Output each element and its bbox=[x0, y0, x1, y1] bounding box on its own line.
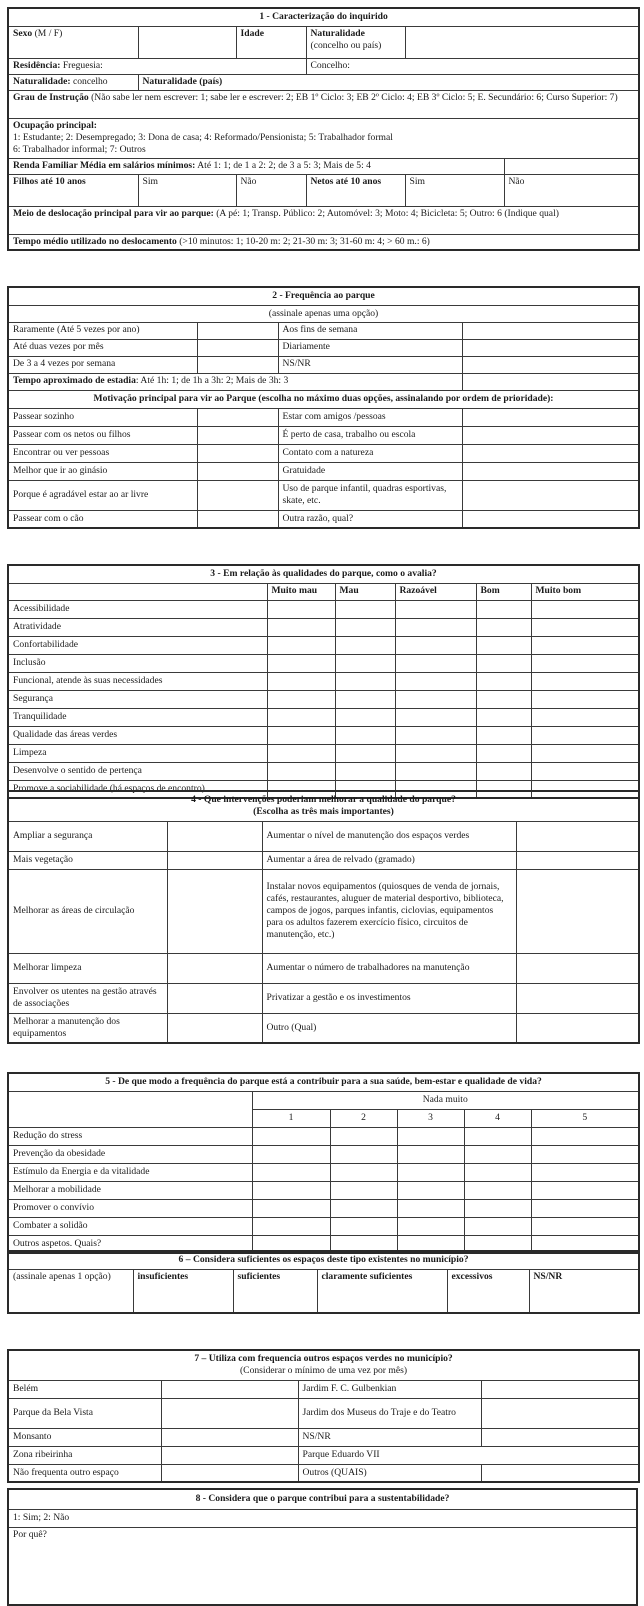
scale-col-header: 2 bbox=[330, 1109, 397, 1127]
intervention-label: Outro (Qual) bbox=[262, 1013, 516, 1043]
scale-cell[interactable] bbox=[330, 1163, 397, 1181]
intervention-label: Melhorar a manutenção dos equipamentos bbox=[8, 1013, 167, 1043]
rating-col-header: Muito bom bbox=[531, 583, 639, 600]
scale-cell[interactable] bbox=[252, 1163, 330, 1181]
scale-cell[interactable] bbox=[397, 1163, 464, 1181]
filhos-sim-option[interactable]: Sim bbox=[138, 174, 236, 206]
rating-cell[interactable] bbox=[267, 636, 335, 654]
scale-cell[interactable] bbox=[531, 1145, 639, 1163]
section-8-title: 8 - Considera que o parque contribui para a sustentabilidade? bbox=[8, 1489, 637, 1509]
rating-cell[interactable] bbox=[335, 636, 395, 654]
scale-col-header: 4 bbox=[464, 1109, 531, 1127]
section-5-table bbox=[7, 1072, 640, 1254]
quality-row-label: Inclusão bbox=[8, 654, 267, 672]
residencia-concelho-field[interactable]: Concelho: bbox=[306, 58, 639, 74]
quality-row-label: Atratividade bbox=[8, 618, 267, 636]
rating-cell[interactable] bbox=[335, 600, 395, 618]
motivacao-checkbox[interactable] bbox=[462, 510, 639, 528]
freq-label: Raramente (Até 5 vezes por ano) bbox=[8, 322, 197, 339]
section-3-table bbox=[7, 564, 640, 799]
freq-label: NS/NR bbox=[278, 356, 462, 373]
motivacao-label: Uso de parque infantil, quadras esportivas, skate, etc. bbox=[278, 480, 462, 510]
park-checkbox[interactable] bbox=[161, 1398, 298, 1428]
scale-cell[interactable] bbox=[252, 1217, 330, 1235]
ocupacao-field[interactable]: Ocupação principal: 1: Estudante; 2: Desempregado; 3: Dona de casa; 4: Reformado/Pensionista; 5: Trabalhador formal 6: Trabalhador informal; 7: Outros bbox=[8, 118, 639, 158]
rating-cell[interactable] bbox=[335, 726, 395, 744]
park-label: NS/NR bbox=[298, 1428, 481, 1446]
renda-field[interactable] bbox=[504, 158, 639, 174]
intervention-checkbox[interactable] bbox=[516, 953, 639, 983]
naturalidade-concelho-field[interactable]: Naturalidade: concelho bbox=[8, 74, 138, 90]
rating-cell[interactable] bbox=[267, 708, 335, 726]
rating-cell[interactable] bbox=[395, 726, 476, 744]
freq-checkbox[interactable] bbox=[462, 356, 639, 373]
park-label: Parque da Bela Vista bbox=[8, 1398, 161, 1428]
scale-col-header: 5 bbox=[531, 1109, 639, 1127]
freq-checkbox[interactable] bbox=[197, 356, 278, 373]
scale-cell[interactable] bbox=[397, 1199, 464, 1217]
motivacao-checkbox[interactable] bbox=[462, 480, 639, 510]
park-label: Jardim dos Museus do Traje e do Teatro bbox=[298, 1398, 481, 1428]
park-label: Monsanto bbox=[8, 1428, 161, 1446]
health-row-label: Outros aspetos. Quais? bbox=[8, 1235, 252, 1253]
park-label: Belém bbox=[8, 1380, 161, 1398]
rating-cell[interactable] bbox=[476, 600, 531, 618]
intervention-label: Instalar novos equipamentos (quiosques de venda de jornais, cafés, restaurantes, aluguer de material desportivo, biblioteca, campos de jogos, parques infantis, ciclovias, equipamentos para os adultos fazerem exercício físico, circuitos de manutenção, etc.) bbox=[262, 869, 516, 953]
motivacao-checkbox[interactable] bbox=[197, 480, 278, 510]
sustainability-answer-field[interactable]: 1: Sim; 2: Não bbox=[8, 1509, 637, 1527]
motivacao-label: Melhor que ir ao ginásio bbox=[8, 462, 197, 480]
rating-cell[interactable] bbox=[395, 636, 476, 654]
scale-col-header: 3 bbox=[397, 1109, 464, 1127]
section-6-table bbox=[7, 1250, 640, 1314]
motivacao-checkbox[interactable] bbox=[197, 510, 278, 528]
freq-checkbox[interactable] bbox=[197, 339, 278, 356]
rating-cell[interactable] bbox=[476, 726, 531, 744]
scale-header-empty bbox=[8, 1091, 252, 1127]
motivacao-checkbox[interactable] bbox=[462, 426, 639, 444]
park-other-field[interactable] bbox=[481, 1464, 639, 1482]
rating-cell[interactable] bbox=[531, 618, 639, 636]
scale-cell[interactable] bbox=[464, 1145, 531, 1163]
rating-cell[interactable] bbox=[476, 654, 531, 672]
idade-label: Idade bbox=[236, 26, 306, 58]
rating-col-header: Razoável bbox=[395, 583, 476, 600]
intervention-checkbox[interactable] bbox=[167, 1013, 262, 1043]
scale-label: Nada muito bbox=[252, 1091, 639, 1109]
scale-cell[interactable] bbox=[464, 1127, 531, 1145]
scale-cell[interactable] bbox=[252, 1199, 330, 1217]
scale-cell[interactable] bbox=[330, 1181, 397, 1199]
motivacao-label: Passear com os netos ou filhos bbox=[8, 426, 197, 444]
renda-label: Renda Familiar Média em salários mínimos: Até 1: 1; de 1 a 2: 2; de 3 a 5: 3; Mais de 5: 4 bbox=[8, 158, 504, 174]
section-4-title: 4 - Que intervenções poderiam melhorar a qualidade do parque? (Escolha as três mais importantes) bbox=[8, 791, 639, 821]
intervention-label: Aumentar o número de trabalhadores na manutenção bbox=[262, 953, 516, 983]
park-label: Parque Eduardo VII bbox=[298, 1446, 639, 1464]
rating-cell[interactable] bbox=[335, 762, 395, 780]
motivacao-checkbox[interactable] bbox=[197, 444, 278, 462]
freq-checkbox[interactable] bbox=[462, 322, 639, 339]
park-label: Não frequenta outro espaço bbox=[8, 1464, 161, 1482]
scale-cell[interactable] bbox=[330, 1199, 397, 1217]
rating-cell[interactable] bbox=[267, 762, 335, 780]
freq-checkbox[interactable] bbox=[462, 339, 639, 356]
section-5-title: 5 - De que modo a frequência do parque está a contribuir para a sua saúde, bem-estar e qualidade de vida? bbox=[8, 1073, 639, 1091]
freq-label: Aos fins de semana bbox=[278, 322, 462, 339]
rating-cell[interactable] bbox=[335, 744, 395, 762]
scale-cell[interactable] bbox=[531, 1127, 639, 1145]
quality-row-label: Tranquilidade bbox=[8, 708, 267, 726]
quality-row-label: Limpeza bbox=[8, 744, 267, 762]
rating-cell[interactable] bbox=[395, 618, 476, 636]
scale-cell[interactable] bbox=[252, 1127, 330, 1145]
intervention-label: Ampliar a segurança bbox=[8, 821, 167, 851]
netos-nao-option[interactable]: Não bbox=[504, 174, 639, 206]
quality-row-label: Qualidade das áreas verdes bbox=[8, 726, 267, 744]
scale-cell[interactable] bbox=[464, 1199, 531, 1217]
motivacao-checkbox[interactable] bbox=[197, 426, 278, 444]
option-ns-nr[interactable]: NS/NR bbox=[529, 1269, 639, 1313]
rating-cell[interactable] bbox=[531, 654, 639, 672]
scale-cell[interactable] bbox=[397, 1145, 464, 1163]
section-2-subtitle: (assinale apenas uma opção) bbox=[8, 305, 639, 322]
rating-cell[interactable] bbox=[395, 654, 476, 672]
health-row-label: Redução do stress bbox=[8, 1127, 252, 1145]
section-2-table bbox=[7, 286, 640, 529]
intervention-checkbox[interactable] bbox=[516, 1013, 639, 1043]
park-label: Jardim F. C. Gulbenkian bbox=[298, 1380, 481, 1398]
filhos-label: Filhos até 10 anos bbox=[8, 174, 138, 206]
rating-cell[interactable] bbox=[476, 618, 531, 636]
netos-sim-option[interactable]: Sim bbox=[405, 174, 504, 206]
quality-row-label: Confortabilidade bbox=[8, 636, 267, 654]
intervention-label: Privatizar a gestão e os investimentos bbox=[262, 983, 516, 1013]
scale-cell[interactable] bbox=[252, 1181, 330, 1199]
sexo-field[interactable] bbox=[138, 26, 236, 58]
intervention-checkbox[interactable] bbox=[516, 983, 639, 1013]
rating-cell[interactable] bbox=[476, 762, 531, 780]
motivacao-title: Motivação principal para vir ao Parque (escolha no máximo duas opções, assinalando por ordem de prioridade): bbox=[8, 390, 639, 408]
residencia-freguesia-field[interactable]: Residência: Freguesia: bbox=[8, 58, 306, 74]
rating-cell[interactable] bbox=[531, 690, 639, 708]
intervention-label: Aumentar a área de relvado (gramado) bbox=[262, 851, 516, 869]
rating-cell[interactable] bbox=[267, 654, 335, 672]
rating-cell[interactable] bbox=[267, 744, 335, 762]
instruction-label: (assinale apenas 1 opção) bbox=[8, 1269, 133, 1313]
scale-cell[interactable] bbox=[397, 1181, 464, 1199]
motivacao-checkbox[interactable] bbox=[197, 408, 278, 426]
rating-cell[interactable] bbox=[267, 690, 335, 708]
filhos-nao-option[interactable]: Não bbox=[236, 174, 306, 206]
intervention-label: Aumentar o nível de manutenção dos espaços verdes bbox=[262, 821, 516, 851]
freq-checkbox[interactable] bbox=[197, 322, 278, 339]
health-row-label: Prevenção da obesidade bbox=[8, 1145, 252, 1163]
rating-cell[interactable] bbox=[476, 744, 531, 762]
scale-cell[interactable] bbox=[330, 1127, 397, 1145]
scale-cell[interactable] bbox=[397, 1127, 464, 1145]
estadia-label: Tempo aproximado de estadia: Até 1h: 1; de 1h a 3h: 2; Mais de 3h: 3 bbox=[8, 373, 462, 390]
intervention-checkbox[interactable] bbox=[167, 851, 262, 869]
option-suficientes[interactable]: suficientes bbox=[233, 1269, 317, 1313]
rating-cell[interactable] bbox=[335, 654, 395, 672]
park-checkbox[interactable] bbox=[481, 1428, 639, 1446]
rating-cell[interactable] bbox=[531, 726, 639, 744]
scale-cell[interactable] bbox=[330, 1145, 397, 1163]
freq-label: De 3 a 4 vezes por semana bbox=[8, 356, 197, 373]
rating-cell[interactable] bbox=[395, 708, 476, 726]
naturalidade-pais-field[interactable]: Naturalidade (país) bbox=[138, 74, 639, 90]
rating-cell[interactable] bbox=[531, 636, 639, 654]
rating-cell[interactable] bbox=[531, 600, 639, 618]
intervention-checkbox[interactable] bbox=[516, 869, 639, 953]
park-label: Zona ribeirinha bbox=[8, 1446, 161, 1464]
rating-header-empty bbox=[8, 583, 267, 600]
option-excessivos[interactable]: excessivos bbox=[447, 1269, 529, 1313]
intervention-label: Melhorar as áreas de circulação bbox=[8, 869, 167, 953]
rating-cell[interactable] bbox=[476, 708, 531, 726]
rating-cell[interactable] bbox=[531, 744, 639, 762]
intervention-checkbox[interactable] bbox=[167, 953, 262, 983]
naturalidade-field[interactable] bbox=[405, 26, 639, 58]
motivacao-label: Outra razão, qual? bbox=[278, 510, 462, 528]
sustainability-why-field[interactable]: Por quê? bbox=[8, 1527, 637, 1605]
intervention-checkbox[interactable] bbox=[167, 983, 262, 1013]
motivacao-checkbox[interactable] bbox=[462, 462, 639, 480]
park-checkbox[interactable] bbox=[161, 1446, 298, 1464]
park-checkbox[interactable] bbox=[161, 1428, 298, 1446]
section-1-table bbox=[7, 7, 640, 251]
scale-cell[interactable] bbox=[252, 1145, 330, 1163]
rating-cell[interactable] bbox=[531, 672, 639, 690]
rating-col-header: Mau bbox=[335, 583, 395, 600]
rating-cell[interactable] bbox=[267, 726, 335, 744]
motivacao-label: Passear com o cão bbox=[8, 510, 197, 528]
quality-row-label: Desenvolve o sentido de pertença bbox=[8, 762, 267, 780]
intervention-label: Melhorar limpeza bbox=[8, 953, 167, 983]
quality-row-label: Segurança bbox=[8, 690, 267, 708]
motivacao-checkbox[interactable] bbox=[197, 462, 278, 480]
rating-cell[interactable] bbox=[395, 600, 476, 618]
section-3-title: 3 - Em relação às qualidades do parque, como o avalia? bbox=[8, 565, 639, 583]
rating-cell[interactable] bbox=[267, 600, 335, 618]
scale-cell[interactable] bbox=[464, 1217, 531, 1235]
park-checkbox[interactable] bbox=[161, 1380, 298, 1398]
rating-cell[interactable] bbox=[335, 672, 395, 690]
motivacao-label: Contato com a natureza bbox=[278, 444, 462, 462]
section-4-table bbox=[7, 790, 640, 1044]
naturalidade-label: Naturalidade (concelho ou país) bbox=[306, 26, 405, 58]
quality-row-label: Acessibilidade bbox=[8, 600, 267, 618]
park-label: Outros (QUAIS) bbox=[298, 1464, 481, 1482]
scale-col-header: 1 bbox=[252, 1109, 330, 1127]
motivacao-label: Encontrar ou ver pessoas bbox=[8, 444, 197, 462]
rating-cell[interactable] bbox=[476, 672, 531, 690]
scale-cell[interactable] bbox=[531, 1163, 639, 1181]
rating-col-header: Muito mau bbox=[267, 583, 335, 600]
scale-cell[interactable] bbox=[464, 1181, 531, 1199]
sexo-label: Sexo (M / F) bbox=[8, 26, 138, 58]
motivacao-label: É perto de casa, trabalho ou escola bbox=[278, 426, 462, 444]
rating-cell[interactable] bbox=[395, 762, 476, 780]
section-7-table bbox=[7, 1349, 640, 1483]
intervention-checkbox[interactable] bbox=[167, 821, 262, 851]
section-2-title: 2 - Frequência ao parque bbox=[8, 287, 639, 305]
estadia-field[interactable] bbox=[462, 373, 639, 390]
rating-cell[interactable] bbox=[335, 690, 395, 708]
freq-label: Até duas vezes por mês bbox=[8, 339, 197, 356]
rating-cell[interactable] bbox=[395, 744, 476, 762]
scale-cell[interactable] bbox=[531, 1199, 639, 1217]
option-insuficientes[interactable]: insuficientes bbox=[133, 1269, 233, 1313]
motivacao-label: Estar com amigos /pessoas bbox=[278, 408, 462, 426]
intervention-checkbox[interactable] bbox=[167, 869, 262, 953]
option-claramente-suficientes[interactable]: claramente suficientes bbox=[317, 1269, 447, 1313]
section-6-title: 6 – Considera suficientes os espaços deste tipo existentes no município? bbox=[8, 1251, 639, 1269]
meio-deslocacao-field[interactable]: Meio de deslocação principal para vir ao parque: (A pé: 1; Transp. Público: 2; Automóvel: 3; Moto: 4; Bicicleta: 5; Outro: 6 (Indique qual) bbox=[8, 206, 639, 234]
rating-cell[interactable] bbox=[395, 690, 476, 708]
section-8-table bbox=[7, 1488, 638, 1606]
rating-cell[interactable] bbox=[267, 672, 335, 690]
tempo-deslocacao-field[interactable]: Tempo médio utilizado no deslocamento (>10 minutos: 1; 10-20 m: 2; 21-30 m: 3; 31-60 m: 4; > 60 m.: 6) bbox=[8, 234, 639, 250]
netos-label: Netos até 10 anos bbox=[306, 174, 405, 206]
rating-cell[interactable] bbox=[267, 618, 335, 636]
freq-label: Diariamente bbox=[278, 339, 462, 356]
health-row-label: Combater a solidão bbox=[8, 1217, 252, 1235]
intervention-label: Mais vegetação bbox=[8, 851, 167, 869]
rating-cell[interactable] bbox=[531, 762, 639, 780]
motivacao-label: Porque é agradável estar ao ar livre bbox=[8, 480, 197, 510]
scale-cell[interactable] bbox=[531, 1217, 639, 1235]
motivacao-label: Passear sozinho bbox=[8, 408, 197, 426]
intervention-label: Envolver os utentes na gestão através de associações bbox=[8, 983, 167, 1013]
rating-cell[interactable] bbox=[335, 708, 395, 726]
grau-instrucao-field[interactable]: Grau de Instrução (Não sabe ler nem escrever: 1; sabe ler e escrever: 2; EB 1º Ciclo: 3; EB 2º Ciclo: 4; EB 3º Ciclo: 5; E. Secundário: 6; Curso Superior: 7) bbox=[8, 90, 639, 118]
health-row-label: Melhorar a mobilidade bbox=[8, 1181, 252, 1199]
park-checkbox[interactable] bbox=[481, 1380, 639, 1398]
health-row-label: Promover o convívio bbox=[8, 1199, 252, 1217]
motivacao-checkbox[interactable] bbox=[462, 444, 639, 462]
quality-row-label: Funcional, atende às suas necessidades bbox=[8, 672, 267, 690]
park-checkbox[interactable] bbox=[161, 1464, 298, 1482]
rating-cell[interactable] bbox=[476, 636, 531, 654]
health-row-label: Estímulo da Energia e da vitalidade bbox=[8, 1163, 252, 1181]
park-checkbox[interactable] bbox=[481, 1398, 639, 1428]
rating-cell[interactable] bbox=[476, 690, 531, 708]
intervention-checkbox[interactable] bbox=[516, 851, 639, 869]
rating-cell[interactable] bbox=[531, 708, 639, 726]
rating-cell[interactable] bbox=[335, 618, 395, 636]
scale-cell[interactable] bbox=[397, 1217, 464, 1235]
section-1-title: 1 - Caracterização do inquirido bbox=[8, 8, 639, 26]
rating-cell[interactable] bbox=[395, 672, 476, 690]
scale-cell[interactable] bbox=[330, 1217, 397, 1235]
rating-col-header: Bom bbox=[476, 583, 531, 600]
quality-row-label: Promove a sociabilidade (há espaços de encontro) bbox=[8, 780, 267, 798]
motivacao-label: Gratuidade bbox=[278, 462, 462, 480]
section-7-title: 7 – Utiliza com frequencia outros espaços verdes no município? (Considerar o mínimo de uma vez por mês) bbox=[8, 1350, 639, 1380]
scale-cell[interactable] bbox=[531, 1181, 639, 1199]
intervention-checkbox[interactable] bbox=[516, 821, 639, 851]
motivacao-checkbox[interactable] bbox=[462, 408, 639, 426]
scale-cell[interactable] bbox=[464, 1163, 531, 1181]
